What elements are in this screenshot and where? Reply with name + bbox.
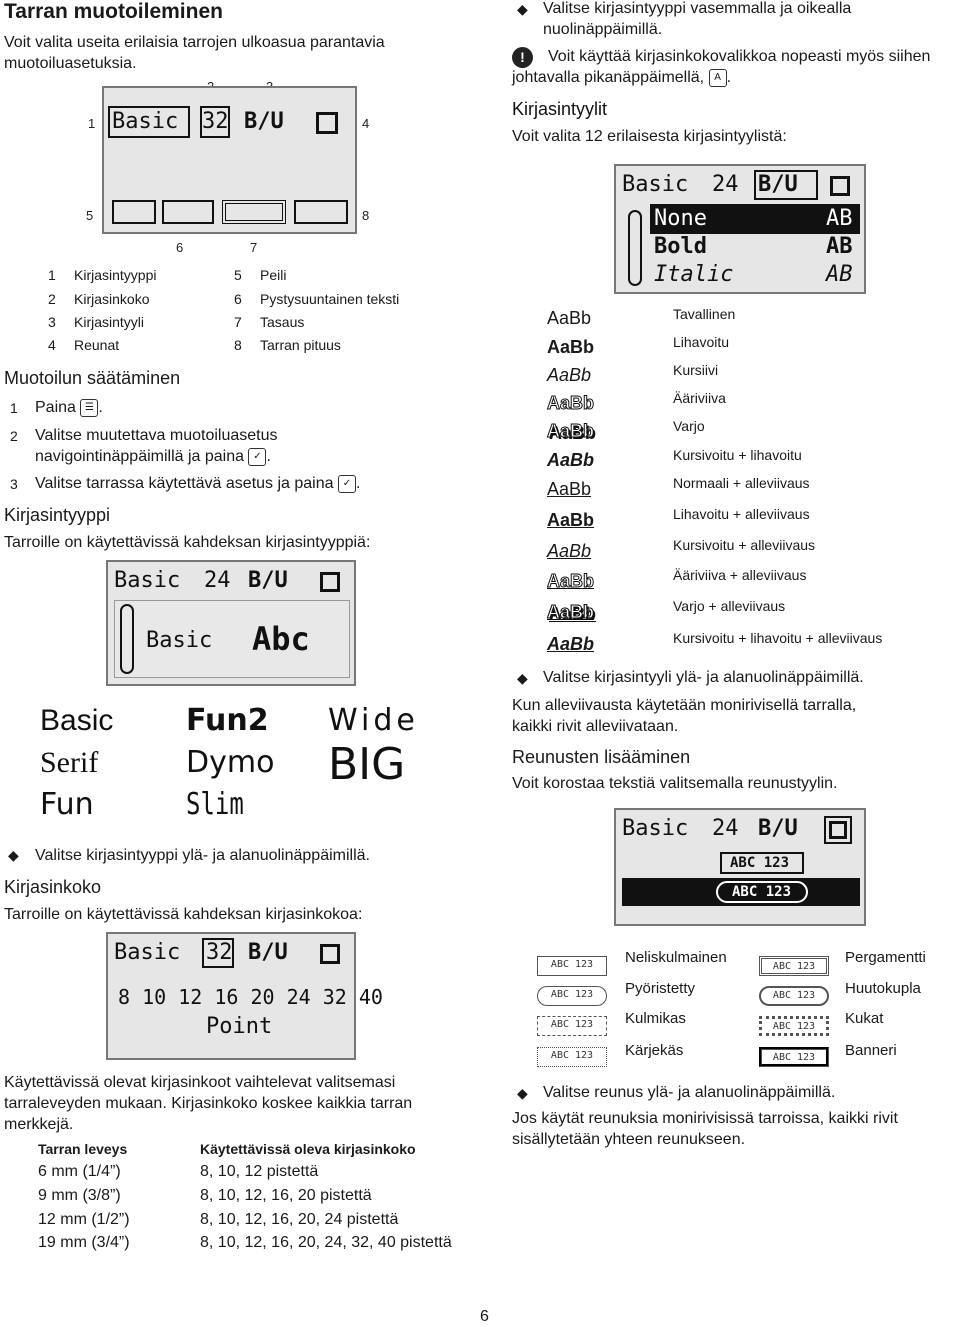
lcd-style-value: B/U bbox=[244, 109, 284, 134]
lcd-font-value: Basic bbox=[112, 109, 179, 134]
step-1: Paina ☰ . bbox=[35, 399, 103, 416]
font-big: BIG bbox=[328, 739, 406, 790]
style-label: Kursivoitu + alleviivaus bbox=[673, 537, 816, 553]
size-note-2: tarraleveyden mukaan. Kirjasinkoko koskee kaikkia tarran bbox=[4, 1095, 413, 1112]
font-type-text: Tarroille on käytettävissä kahdeksan kirjasintyyppiä: bbox=[4, 534, 371, 551]
border-label: Pyöristetty bbox=[625, 980, 696, 997]
border-example-rounded: ABC 123 bbox=[537, 986, 607, 1006]
style-label: Kursivoitu + lihavoitu + alleviivaus bbox=[673, 630, 883, 646]
style-label: Ääriviiva + alleviivaus bbox=[673, 567, 807, 583]
font-slim: Slim bbox=[186, 787, 244, 822]
mirror-icon bbox=[112, 200, 156, 224]
alignment-icon bbox=[222, 200, 286, 224]
border-label: Pergamentti bbox=[845, 949, 926, 966]
scrollbar bbox=[628, 210, 642, 286]
bullet-diamond-icon: ◆ bbox=[517, 1085, 528, 1101]
style-sample: AaBb bbox=[547, 602, 595, 622]
bullet-diamond-icon: ◆ bbox=[517, 670, 528, 686]
callout-7: 7 bbox=[250, 240, 258, 255]
style-sample: AaBb bbox=[547, 510, 595, 530]
table-cell: 8, 10, 12 pistettä bbox=[200, 1163, 319, 1180]
size-note-3: merkkejä. bbox=[4, 1116, 74, 1133]
table-cell: 19 mm (3/4”) bbox=[38, 1234, 130, 1251]
style-label: Lihavoitu bbox=[673, 334, 730, 350]
bullet-font-type: Valitse kirjasintyyppi ylä- ja alanuolinäppäimillä. bbox=[35, 847, 370, 864]
table-cell: 8, 10, 12, 16, 20, 24 pistettä bbox=[200, 1211, 399, 1228]
style-sample: AaBb bbox=[547, 421, 595, 441]
callout-4: 4 bbox=[362, 116, 370, 131]
font-size-heading: Kirjasinkoko bbox=[4, 877, 102, 897]
legend: 1 Kirjasintyyppi 2 Kirjasinkoko 3 Kirjasintyyli 4 Reunat 5 Peili 6 Pystysuuntainen teksti 7 Tasaus 8 Tarran pituus bbox=[48, 267, 400, 353]
callout-6: 6 bbox=[176, 240, 184, 255]
ok-key-icon: ✓ bbox=[338, 475, 356, 493]
border-heading: Reunusten lisääminen bbox=[512, 747, 691, 767]
bullet-top-1: Valitse kirjasintyyppi vasemmalla ja oikealla bbox=[543, 0, 852, 17]
style-label: Kursivoitu + lihavoitu bbox=[673, 447, 802, 463]
border-example-parchment: ABC 123 bbox=[759, 956, 829, 976]
border-example-square: ABC 123 bbox=[537, 956, 607, 976]
style-sample: AaBb bbox=[547, 365, 592, 385]
multi-note-1: Jos käytät reunuksia monirivisissä tarroissa, kaikki rivit bbox=[512, 1110, 898, 1127]
border-example-banner: ABC 123 bbox=[759, 1047, 829, 1067]
style-label: Tavallinen bbox=[673, 306, 736, 322]
lcd-main-display bbox=[102, 86, 357, 234]
bullet-diamond-icon: ◆ bbox=[8, 847, 19, 863]
style-label: Lihavoitu + alleviivaus bbox=[673, 506, 810, 522]
size-shortcut-key-icon: A bbox=[709, 69, 727, 87]
border-label: Banneri bbox=[845, 1042, 897, 1059]
font-fun: Fun bbox=[40, 787, 94, 822]
style-label: Varjo bbox=[673, 418, 705, 434]
styles-heading: Kirjasintyylit bbox=[512, 99, 608, 119]
style-sample: AaBb bbox=[547, 479, 592, 499]
font-serif: Serif bbox=[40, 746, 99, 779]
font-basic: Basic bbox=[40, 704, 114, 737]
bullet-style: Valitse kirjasintyyli ylä- ja alanuolinäppäimillä. bbox=[543, 669, 864, 686]
bullet-border: Valitse reunus ylä- ja alanuolinäppäimillä. bbox=[543, 1084, 836, 1101]
table-cell: 6 mm (1/4”) bbox=[38, 1163, 121, 1180]
style-label: Normaali + alleviivaus bbox=[673, 475, 810, 491]
style-sample: AaBb bbox=[547, 450, 595, 470]
border-label: Huutokupla bbox=[845, 980, 921, 997]
note-line-1: Voit käyttää kirjasinkokovalikkoa nopeasti myös siihen bbox=[548, 48, 931, 65]
table-cell: 8, 10, 12, 16, 20, 24, 32, 40 pistettä bbox=[200, 1234, 452, 1251]
border-example-pointed: ABC 123 bbox=[537, 1047, 607, 1067]
size-note-1: Käytettävissä olevat kirjasinkoot vaihtelevat valitsemasi bbox=[4, 1074, 396, 1091]
ok-key-icon: ✓ bbox=[248, 448, 266, 466]
style-sample: AaBb bbox=[547, 571, 595, 591]
vertical-text-icon bbox=[162, 200, 214, 224]
font-wide: Wide bbox=[328, 703, 419, 738]
adjust-heading: Muotoilun säätäminen bbox=[4, 368, 181, 388]
callout-5: 5 bbox=[86, 208, 94, 223]
size-table bbox=[38, 1140, 468, 1252]
bullet-diamond-icon: ◆ bbox=[517, 1, 528, 17]
lcd-border-icon bbox=[316, 112, 338, 134]
border-example-bubble: ABC 123 bbox=[759, 986, 829, 1006]
underline-note-1: Kun alleviivausta käytetään monirivisellä tarralla, bbox=[512, 697, 857, 714]
intro-line-1: Voit valita useita erilaisia tarrojen ulkoasua parantavia bbox=[4, 34, 385, 51]
style-label: Varjo + alleviivaus bbox=[673, 598, 786, 614]
table-cell: 12 mm (1/2”) bbox=[38, 1211, 130, 1228]
style-label: Kursiivi bbox=[673, 362, 719, 378]
note-line-2: johtavalla pikanäppäimellä, A . bbox=[512, 69, 732, 86]
font-dymo: Dymo bbox=[186, 745, 275, 780]
border-label: Kulmikas bbox=[625, 1010, 686, 1027]
callout-8: 8 bbox=[362, 208, 370, 223]
border-label: Kukat bbox=[845, 1010, 884, 1027]
font-fun2: Fun2 bbox=[186, 703, 269, 738]
style-sample: AaBb bbox=[547, 541, 592, 561]
font-size-text: Tarroille on käytettävissä kahdeksan kirjasinkokoa: bbox=[4, 906, 363, 923]
step-2-line-1: Valitse muutettava muotoiluasetus bbox=[35, 427, 278, 444]
step-3: Valitse tarrassa käytettävä asetus ja paina ✓ . bbox=[35, 475, 361, 492]
page-title: Tarran muotoileminen bbox=[4, 0, 223, 23]
lcd-font-display: Basic 24 B/U Basic Abc bbox=[106, 560, 356, 686]
format-key-icon: ☰ bbox=[80, 399, 98, 417]
border-example-angled: ABC 123 bbox=[537, 1016, 607, 1036]
font-type-heading: Kirjasintyyppi bbox=[4, 505, 111, 525]
border-label: Kärjekäs bbox=[625, 1042, 684, 1059]
lcd-size-value: 32 bbox=[202, 109, 229, 134]
label-length-icon bbox=[294, 200, 348, 224]
border-text: Voit korostaa tekstiä valitsemalla reunustyylin. bbox=[512, 775, 838, 792]
style-sample: AaBb bbox=[547, 308, 592, 328]
lcd-size-display: Basic 32 B/U 8 10 12 16 20 24 32 40 Point bbox=[106, 932, 356, 1060]
border-example-flowers: ABC 123 bbox=[759, 1016, 829, 1036]
underline-note-2: kaikki rivit alleviivataan. bbox=[512, 718, 679, 735]
scrollbar bbox=[120, 604, 134, 674]
table-header: Tarran leveys bbox=[38, 1141, 128, 1157]
callout-1: 1 bbox=[88, 116, 96, 131]
style-sample: AaBb bbox=[547, 337, 595, 357]
warning-icon: ! bbox=[512, 47, 533, 68]
table-cell: 9 mm (3/8”) bbox=[38, 1187, 121, 1204]
style-label: Ääriviiva bbox=[673, 390, 726, 406]
size-list: 8 10 12 16 20 24 32 40 bbox=[118, 985, 383, 1009]
intro-line-2: muotoiluasetuksia. bbox=[4, 55, 137, 72]
style-sample: AaBb bbox=[547, 393, 595, 413]
step-2-line-2: navigointinäppäimillä ja paina ✓ . bbox=[35, 448, 271, 465]
table-header: Käytettävissä oleva kirjasinkoko bbox=[200, 1141, 416, 1157]
styles-text: Voit valita 12 erilaisesta kirjasintyylistä: bbox=[512, 128, 787, 145]
border-label: Neliskulmainen bbox=[625, 949, 727, 966]
multi-note-2: sisällytetään yhteen reunukseen. bbox=[512, 1131, 746, 1148]
bullet-top-2: nuolinäppäimillä. bbox=[543, 21, 663, 38]
table-cell: 8, 10, 12, 16, 20 pistettä bbox=[200, 1187, 372, 1204]
style-sample: AaBb bbox=[547, 634, 595, 654]
page-number: 6 bbox=[480, 1308, 489, 1325]
lcd-style-display: Basic 24 B/U None AB Bold AB Italic AB bbox=[614, 164, 866, 294]
lcd-border-display: Basic 24 B/U ABC 123 ABC 123 bbox=[614, 808, 866, 926]
